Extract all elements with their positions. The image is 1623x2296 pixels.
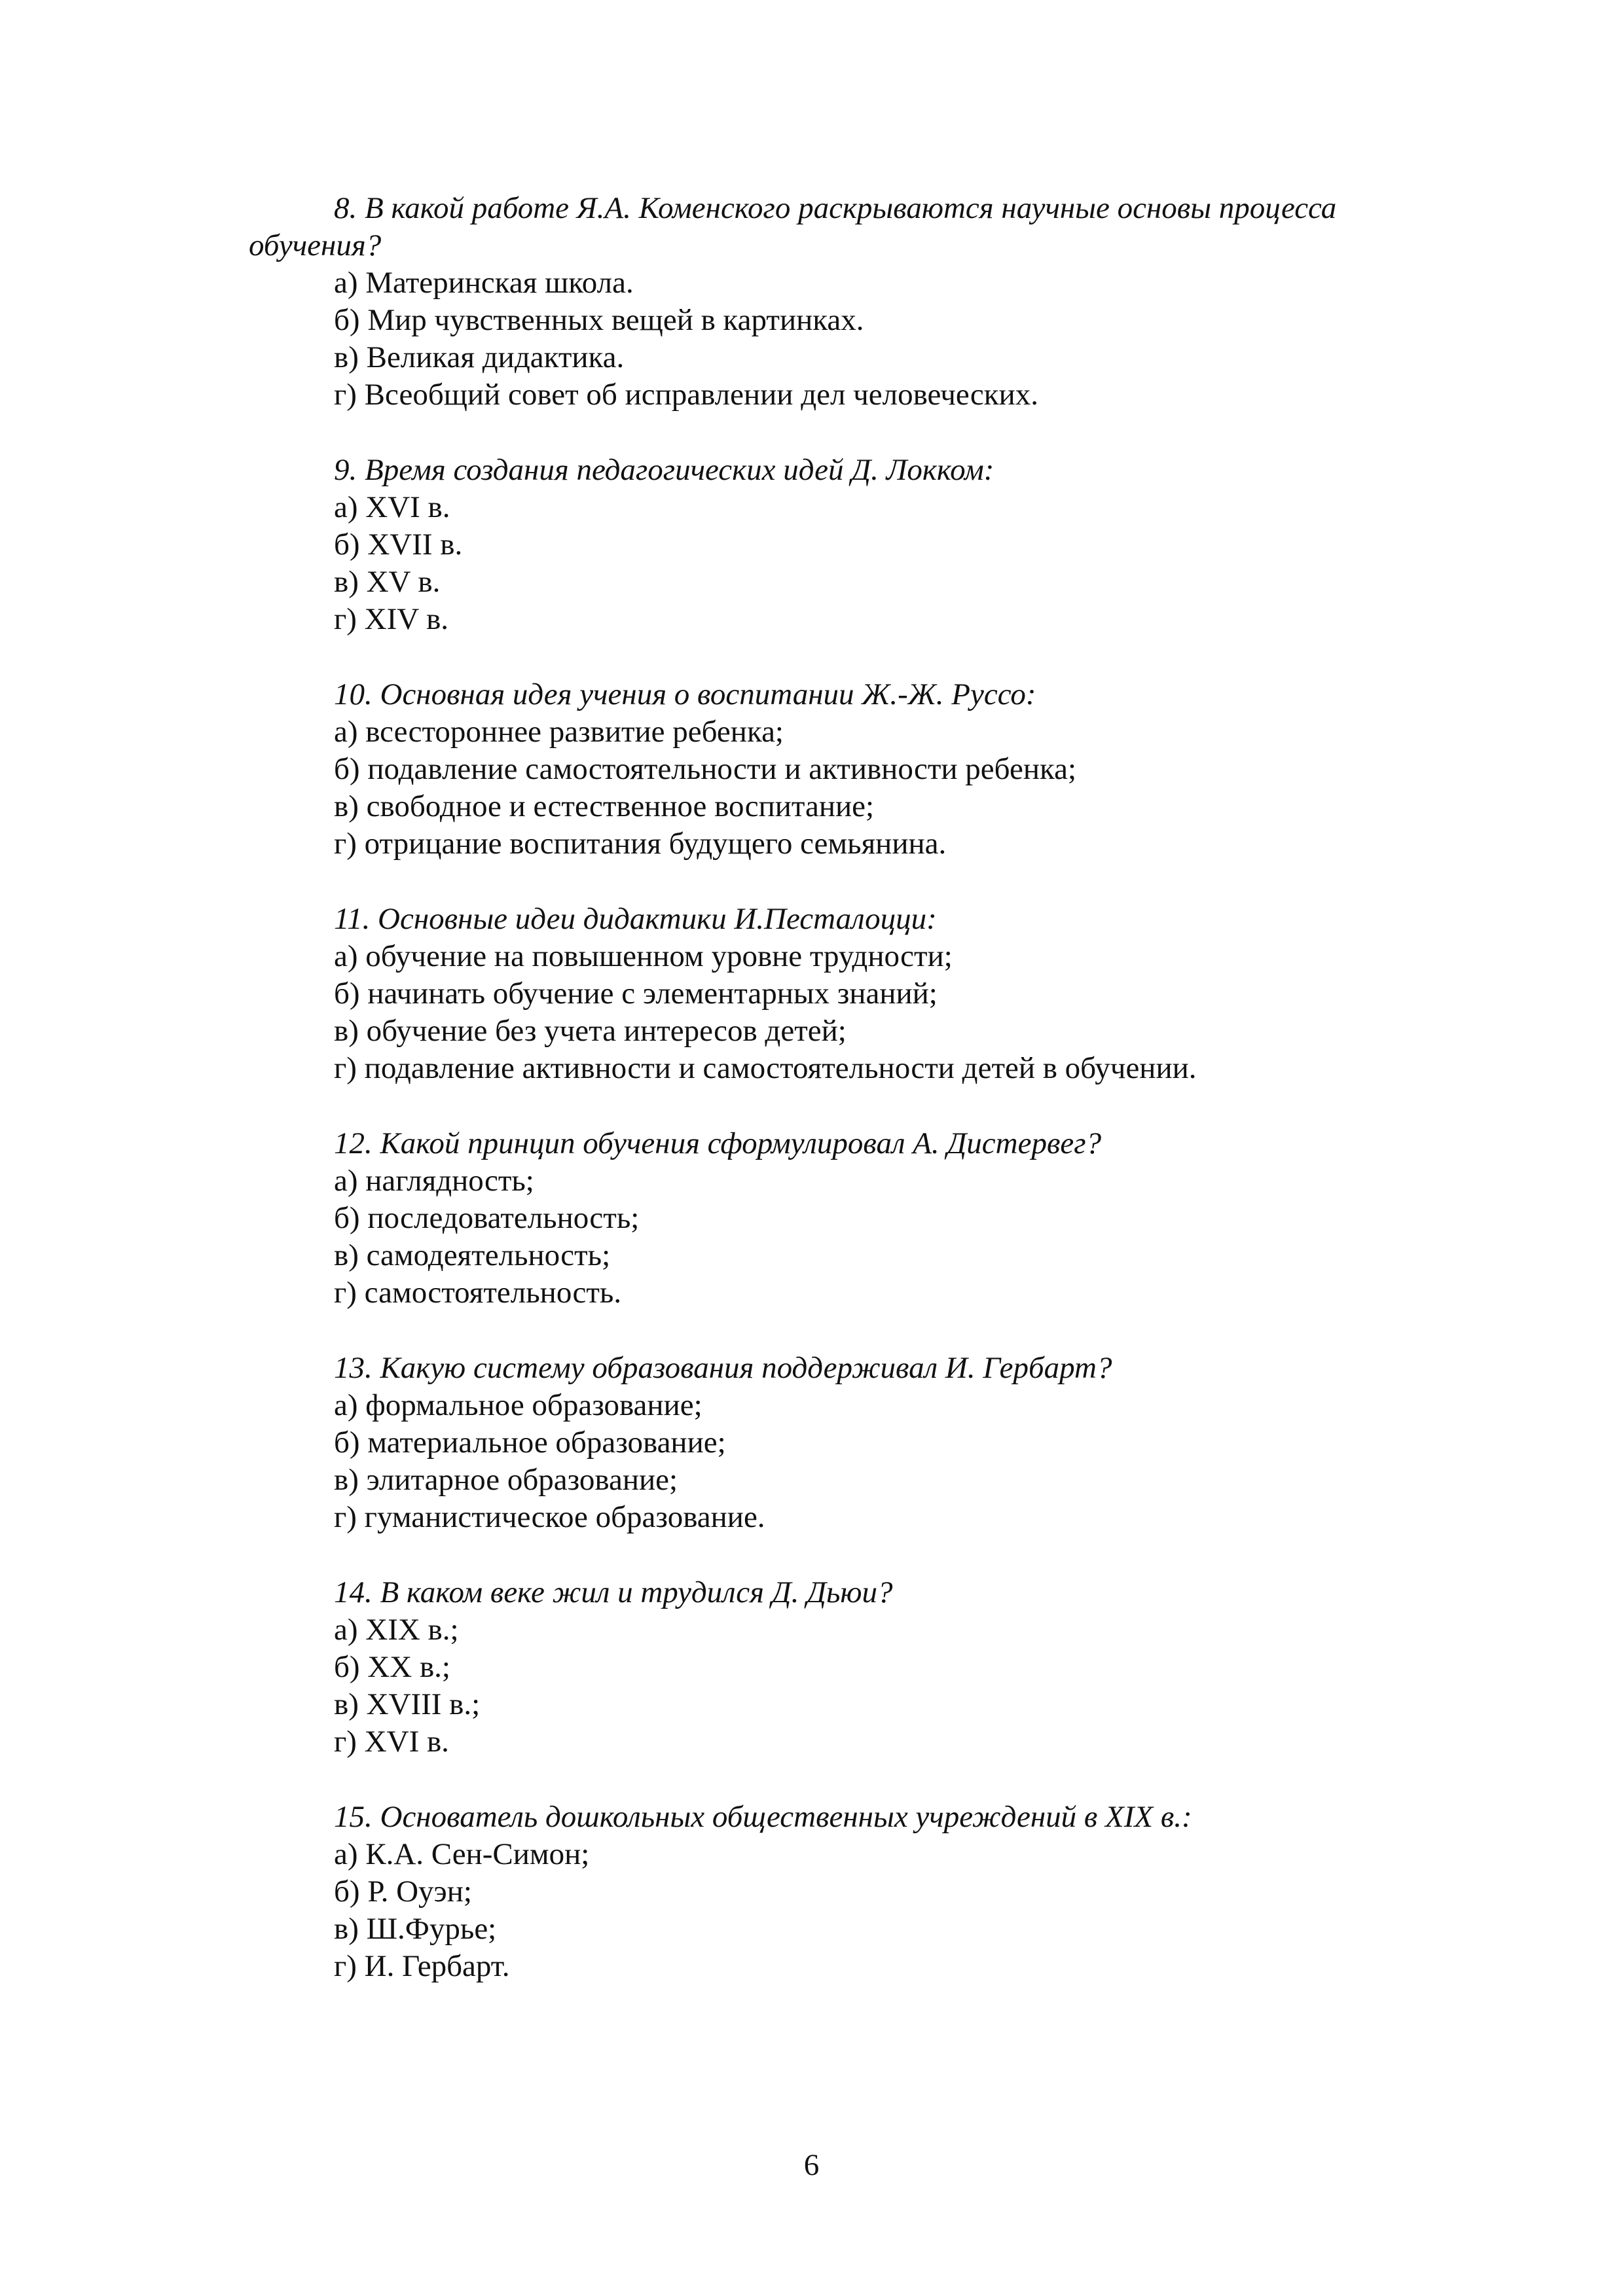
answer-options <box>249 1836 1401 1985</box>
answer-option: а) XIX в.; <box>334 1613 459 1647</box>
answer-option: б) материальное образование; <box>334 1426 726 1460</box>
answer-option: а) наглядность; <box>334 1164 534 1198</box>
answer-option: б) подавление самостоятельности и активности ребенка; <box>334 752 1077 786</box>
answer-option: г) Всеобщий совет об исправлении дел человеческих. <box>334 378 1038 412</box>
question-title: 9. Время создания педагогических идей Д. Локком: <box>334 453 994 487</box>
answer-option: г) XVI в. <box>334 1725 449 1759</box>
question-12 <box>249 1125 1401 1312</box>
answer-option: г) самостоятельность. <box>334 1276 622 1310</box>
answer-option: а) XVI в. <box>334 490 450 524</box>
answer-options <box>249 489 1401 638</box>
question-14 <box>249 1574 1401 1761</box>
page-number: 6 <box>803 2148 820 2182</box>
question-title: 13. Какую систему образования поддерживал И. Гербарт? <box>334 1351 1112 1385</box>
answer-option: б) начинать обучение с элементарных знаний; <box>334 977 938 1011</box>
answer-option: г) отрицание воспитания будущего семьянина. <box>334 827 947 861</box>
answer-option: в) элитарное образование; <box>334 1463 678 1497</box>
question-title: 11. Основные идеи дидактики И.Песталоцци: <box>334 902 937 936</box>
answer-options <box>249 1387 1401 1536</box>
question-title: 8. В какой работе Я.А. Коменского раскрываются научные основы процесса обучения? <box>249 191 1337 262</box>
question-8 <box>249 190 1401 414</box>
answer-option: а) К.А. Сен-Симон; <box>334 1837 590 1871</box>
questions-list <box>249 190 1401 2023</box>
question-11 <box>249 901 1401 1087</box>
answer-option: г) И. Гербарт. <box>334 1949 510 1983</box>
answer-option: г) гуманистическое образование. <box>334 1500 765 1534</box>
answer-option: в) Великая дидактика. <box>334 340 625 374</box>
question-13 <box>249 1350 1401 1536</box>
answer-option: б) Р. Оуэн; <box>334 1874 472 1909</box>
answer-option: в) свободное и естественное воспитание; <box>334 789 875 823</box>
answer-option: г) XIV в. <box>334 602 449 636</box>
question-15 <box>249 1799 1401 1985</box>
question-title: 14. В каком веке жил и трудился Д. Дьюи? <box>334 1575 893 1609</box>
answer-option: в) обучение без учета интересов детей; <box>334 1014 847 1048</box>
answer-options <box>249 1611 1401 1761</box>
answer-options <box>249 264 1401 414</box>
answer-options <box>249 1162 1401 1312</box>
answer-option: б) XX в.; <box>334 1650 450 1684</box>
answer-option: а) всестороннее развитие ребенка; <box>334 715 784 749</box>
answer-option: в) XVIII в.; <box>334 1687 481 1721</box>
answer-options <box>249 713 1401 863</box>
answer-option: в) XV в. <box>334 565 441 599</box>
answer-options <box>249 938 1401 1087</box>
answer-option: б) XVII в. <box>334 528 463 562</box>
answer-option: а) Материнская школа. <box>334 266 634 300</box>
answer-option: а) обучение на повышенном уровне трудности; <box>334 939 953 973</box>
question-10 <box>249 676 1401 863</box>
question-title: 10. Основная идея учения о воспитании Ж.-Ж. Руссо: <box>334 677 1036 711</box>
answer-option: б) Мир чувственных вещей в картинках. <box>334 303 864 337</box>
answer-option: а) формальное образование; <box>334 1388 702 1422</box>
answer-option: в) Ш.Фурье; <box>334 1912 497 1946</box>
question-title: 15. Основатель дошкольных общественных учреждений в XIX в.: <box>334 1800 1192 1834</box>
question-9 <box>249 452 1401 638</box>
answer-option: в) самодеятельность; <box>334 1238 611 1272</box>
answer-option: г) подавление активности и самостоятельности детей в обучении. <box>334 1051 1197 1085</box>
question-title: 12. Какой принцип обучения сформулировал А. Дистервег? <box>334 1126 1102 1160</box>
answer-option: б) последовательность; <box>334 1201 640 1235</box>
